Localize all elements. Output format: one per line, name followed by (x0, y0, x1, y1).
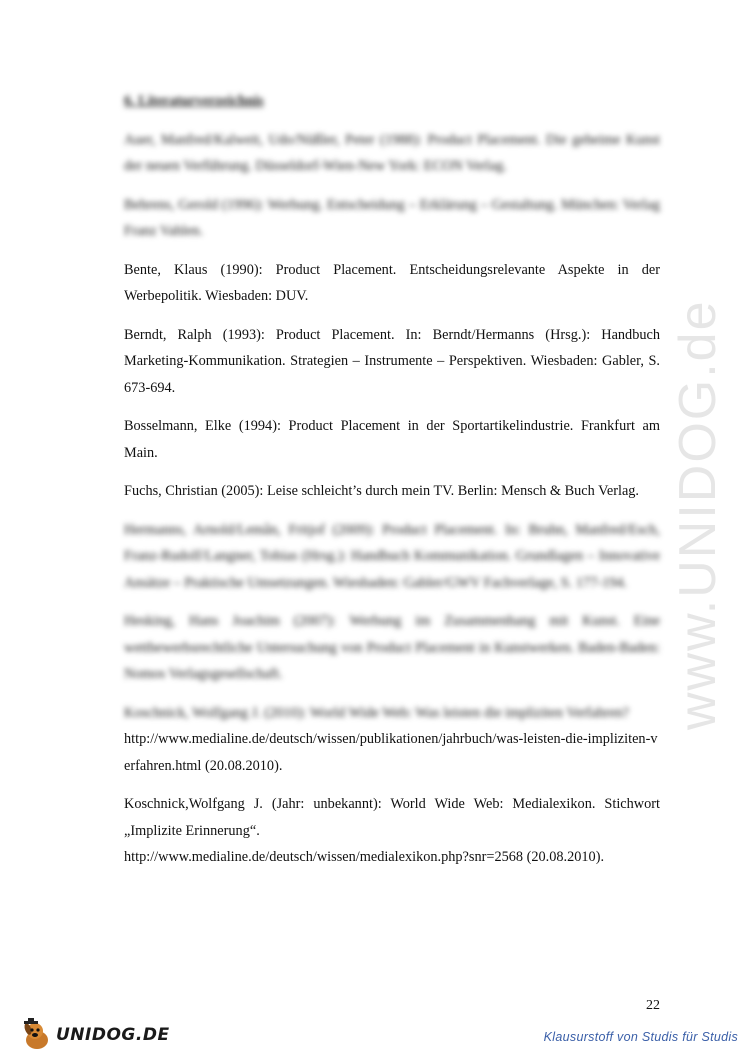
bibliography (124, 88, 660, 883)
bib-entry: Fuchs, Christian (2005): Leise schleicht’s durch mein TV. Berlin: Mensch & Buch Verlag. (124, 483, 640, 499)
bib-entry-title: Koschnick,Wolfgang J. (Jahr: unbekannt): World Wide Web: Medialexikon. Stichwort „Implizite Erinnerung“. (124, 796, 660, 839)
dog-icon (20, 1018, 54, 1052)
bib-entry-title: Koschnick, Wolfgang J. (2010): World Wide Web: Was leisten die impliziten Verfahren? (124, 704, 630, 721)
footer-tagline: Klausurstoff von Studis für Studis (543, 1030, 738, 1044)
section-heading: 6. Literaturverzeichnis (124, 93, 264, 109)
unidog-logo (20, 1018, 170, 1052)
watermark: www.UNIDOG.de (669, 299, 727, 730)
bib-entry: Behrens, Gerold (1996): Werbung. Entscheidung – Erklärung – Gestaltung. München: Verlag Franz Vahlen. (124, 196, 660, 239)
bib-entry: Bente, Klaus (1990): Product Placement. Entscheidungsrelevante Aspekte in der Werbepolitik. Wiesbaden: DUV. (124, 261, 660, 304)
bib-entry-url: http://www.medialine.de/deutsch/wissen/publikationen/jahrbuch/was-leisten-die-impliziten-verfahren.html (20.08.2010). (124, 731, 658, 774)
page-number: 22 (646, 998, 660, 1013)
logo-text: UNIDOG.DE (56, 1025, 170, 1045)
bib-entry: Auer, Manfred/Kalweit, Udo/Nüßler, Peter (1988): Product Placement. Die geheime Kunst der neuen Verführung. Düsseldorf-Wien-New York: ECON Verlag. (124, 131, 660, 174)
bib-entry-url: http://www.medialine.de/deutsch/wissen/medialexikon.php?snr=2568 (20.08.2010). (124, 849, 605, 865)
bib-entry (124, 700, 660, 780)
bib-entry: Hermanns, Arnold/Lemân, Fritjof (2009): Product Placement. In: Bruhn, Manfred/Esch, Franz-Rudolf/Langner, Tobias (Hrsg.): Handbuch Kommunikation. Grundlagen – Innovative Ansätze – Praktische Umsetzungen. Wiesbaden: Gabler/GWV Fachverlage, S. 177-194. (124, 521, 660, 591)
bib-entry: Hesking, Hans Joachim (2007): Werbung im Zusammenhang mit Kunst. Eine wettbewerbsrechtliche Untersuchung von Product Placement in Kunstwerken. Baden-Baden: Nomos Verlagsgesellschaft. (124, 613, 660, 682)
bib-entry (124, 791, 660, 871)
bib-entry: Berndt, Ralph (1993): Product Placement. In: Berndt/Hermanns (Hrsg.): Handbuch Marketing-Kommunikation. Strategien – Instrumente – Perspektiven. Wiesbaden: Gabler, S. 673-694. (124, 326, 660, 396)
bib-entry: Bosselmann, Elke (1994): Product Placement in der Sportartikelindustrie. Frankfurt am Main. (124, 418, 660, 461)
